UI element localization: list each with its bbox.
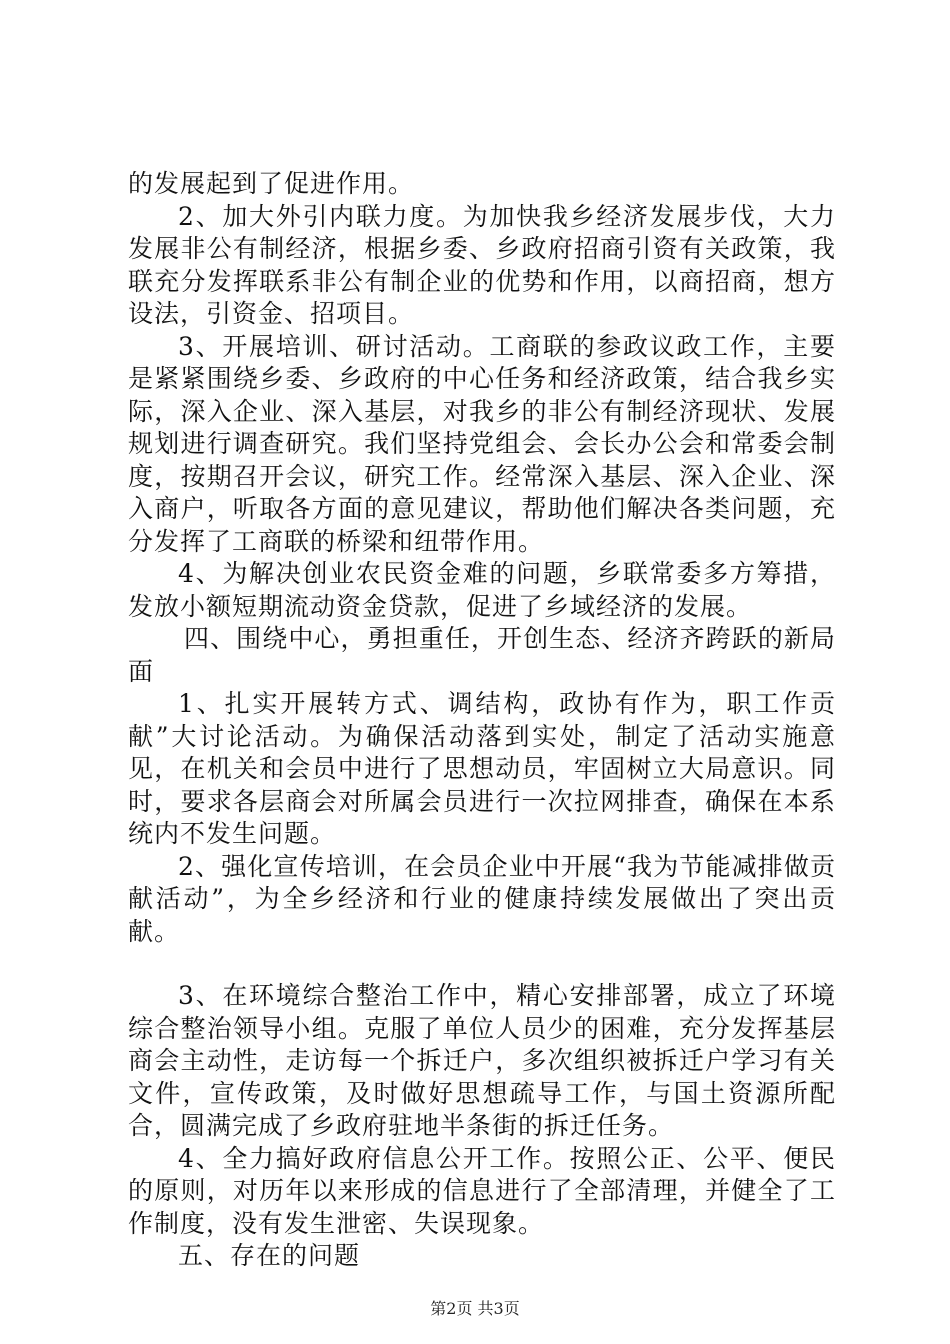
paragraph-item-3-training: 3、开展培训、研讨活动。工商联的参政议政工作，主要是紧紧围绕乡委、乡政府的中心任务和经济政策，结合我乡实际，深入企业、深入基层，对我乡的非公有制经济现状、发展规划进行调查研究。我们坚持党组会、会长办公会和常委会制度，按期召开会议，研究工作。经常深入基层、深入企业、深入商户，听取各方面的意见建议，帮助他们解决各类问题，充分发挥了工商联的桥梁和纽带作用。 [128,331,836,556]
paragraph-item-1-discussion: 1、扎实开展转方式、调结构，政协有作为，职工作贡献”大讨论活动。为确保活动落到实处，制定了活动实施意见，在机关和会员中进行了思想动员，牢固树立大局意识。同时，要求各层商会对所属会员进行一次拉网排查，确保在本系统内不发生问题。 [128,689,836,848]
paragraph-item-4-disclosure: 4、全力搞好政府信息公开工作。按照公正、公平、便民的原则，对历年以来形成的信息进行了全部清理，并健全了工作制度，没有发生泄密、失误现象。 [128,1143,836,1238]
paragraph-item-2-external-links: 2、加大外引内联力度。为加快我乡经济发展步伐，大力发展非公有制经济，根据乡委、乡政府招商引资有关政策，我联充分发挥联系非公有制企业的优势和作用，以商招商，想方设法，引资金、招项目。 [128,201,836,328]
section-heading-five: 五、存在的问题 [178,1241,361,1270]
section-heading-four: 四、围绕中心，勇担重任，开创生态、经济齐跨跃的新局面 [128,624,836,686]
document-body [128,168,836,1273]
paragraph-item-3-environment: 3、在环境综合整治工作中，精心安排部署，成立了环境综合整治领导小组。克服了单位人员少的困难，充分发挥基层商会主动性，走访每一个拆迁户，多次组织被拆迁户学习有关文件，宣传政策，及时做好思想疏导工作，与国土资源所配合，圆满完成了乡政府驻地半条街的拆迁任务。 [128,981,836,1140]
page-number-footer: 第2页 共3页 [430,1299,520,1318]
paragraph-item-4-funding: 4、为解决创业农民资金难的问题，乡联常委多方筹措，发放小额短期流动资金贷款，促进了乡域经济的发展。 [128,559,836,621]
paragraph-item-2-publicity: 2、强化宣传培训，在会员企业中开展“我为节能减排做贡献活动”，为全乡经济和行业的健康持续发展做出了突出贡献。 [128,851,836,946]
paragraph-spacer [128,948,836,980]
paragraph-continuation: 的发展起到了促进作用。 [128,169,415,198]
